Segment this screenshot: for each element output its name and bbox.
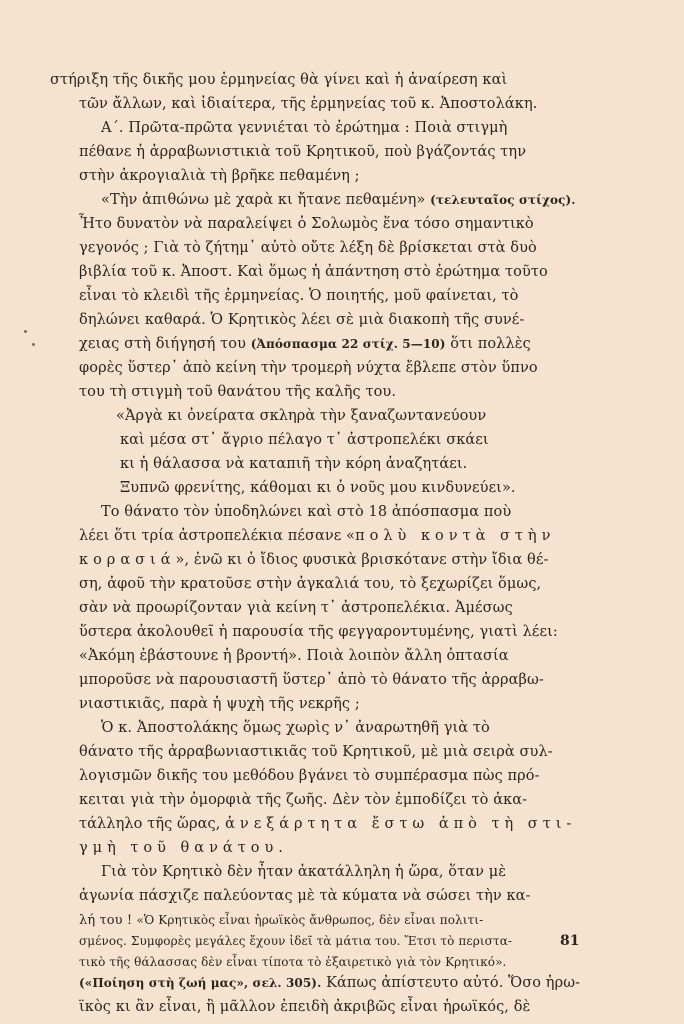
verse-line: καὶ μέσα στ᾽ ἄγριο πέλαγο τ᾽ ἀστροπελέκι σκάει [120, 432, 489, 448]
text-line: Α΄. Πρῶτα-πρῶτα γεννιέται τὸ ἐρώτημα : Ποιὰ στιγμὴ [101, 120, 508, 136]
citation-text: «Ὁ Κρητικὸς εἶναι ἡρωϊκὸς ἄνθρωπος, δὲν εἶναι πολιτι- [136, 913, 484, 927]
emphasis-text: γμὴ τοῦ θανάτου. [79, 840, 288, 856]
text-span: τάλληλο τῆς ὥρας, [79, 816, 221, 832]
text-line: «Ἀκόμη ἐβάστουνε ἡ βροντή». Ποιὰ λοιπὸν ἄλλη ὀπτασία [79, 648, 509, 664]
text-line: νιαστικιᾶς, παρὰ ἡ ψυχὴ τῆς νεκρῆς ; [79, 696, 360, 712]
text-line [79, 814, 576, 834]
text-line [79, 334, 531, 354]
text-line: του τὴ στιγμὴ τοῦ θανάτου τῆς καλῆς του. [79, 384, 397, 400]
text-span: Κάπως ἀπίστευτο αὐτό. Ὅσο ἡρω- [326, 975, 581, 991]
verse-line: κι ἡ θάλασσα νὰ καταπιῆ τὴν κόρη ἀναζητάει. [120, 456, 468, 472]
text-line: εἶναι τὸ κλειδὶ τῆς ἑρμηνείας. Ὁ ποιητής, μοῦ φαίνεται, τὸ [79, 288, 519, 304]
text-line [79, 973, 580, 993]
text-span: », ἐνῶ κι ὁ ἴδιος φυσικὰ βρισκότανε στὴν ἴδια θέ- [175, 552, 549, 568]
text-line: λογισμῶν δικῆς του μεθόδου βγάνει τὸ συμπέρασμα πὼς πρό- [79, 768, 540, 784]
text-line: στήριξη τῆς δικῆς μου ἑρμηνείας θὰ γίνει καὶ ἡ ἀναίρεση καὶ [50, 72, 508, 88]
text-line: ὕστερα ἀκολουθεῖ ἡ παρουσία τῆς φεγγαροντυμένης, γιατὶ λέει: [79, 624, 558, 640]
text-line: πέθανε ἡ ἀρραβωνιστικιὰ τοῦ Κρητικοῦ, ποὺ βγάζοντάς την [79, 144, 527, 160]
inline-note: (τελευταῖος στίχος). [430, 193, 576, 207]
text-line: σὰν νὰ προωρίζονταν γιὰ κείνη τ᾽ ἀστροπελέκια. Ἀμέσως [79, 600, 513, 616]
text-line: Ἦτο δυνατὸν νὰ παραλείψει ὁ Σολωμὸς ἕνα τόσο σημαντικὸ [79, 216, 534, 232]
text-line: Ὁ κ. Ἀποστολάκης ὅμως χωρὶς ν᾽ ἀναρωτηθῆ γιὰ τὸ [101, 720, 490, 736]
text-line [79, 550, 548, 570]
text-span: ὅτι πολλὲς [450, 336, 531, 352]
text-line: φορὲς ὕστερ᾽ ἀπὸ κείνη τὴν τρομερὴ νύχτα ἔβλεπε στὸν ὕπνο [79, 360, 538, 376]
text-line: δηλώνει καθαρά. Ὁ Κρητικὸς λέει σὲ μιὰ διακοπὴ τῆς συνέ- [79, 312, 525, 328]
citation-source: («Ποίηση στὴ ζωή μας», σελ. 305). [79, 976, 322, 990]
emphasis-text: κορασιά [79, 552, 176, 568]
text-line: στὴν ἀκρογιαλιὰ τὴ βρῆκε πεθαμένη ; [79, 168, 360, 184]
page-number: 81 [560, 933, 580, 949]
text-line: ἀγωνία πάσχιζε παλεύοντας μὲ τὰ κύματα νὰ σώσει τὴν κα- [79, 888, 531, 904]
text-line: βιβλία τοῦ κ. Ἀποστ. Καὶ ὅμως ἡ ἀπάντηση στὸ ἐρώτημα τοῦτο [79, 264, 548, 280]
verse-line: «Ἀργὰ κι ὀνείρατα σκληρὰ τὴν ξαναζωντανεύουν [116, 408, 487, 424]
inline-note: (Ἀπόσπασμα 22 στίχ. 5—10) [250, 337, 446, 351]
margin-mark [32, 343, 35, 346]
text-line [101, 190, 576, 210]
text-line: Το θάνατο τὸν ὑποδηλώνει καὶ στὸ 18 ἀπόσπασμα ποὺ [101, 504, 512, 520]
margin-mark [24, 330, 27, 333]
verse-quote: «Τὴν ἀπιθώνω μὲ χαρὰ κι ἤτανε πεθαμένη» [101, 192, 426, 208]
text-line: θάνατο τῆς ἀρραβωνιαστικιᾶς τοῦ Κρητικοῦ, μὲ μιὰ σειρὰ συλ- [79, 744, 553, 760]
text-line: ση, ἀφοῦ τὴν κρατοῦσε στὴν ἀγκαλιά του, τὸ ξεχωρίζει ὅμως, [79, 576, 542, 592]
verse-line: Ξυπνῶ φρενίτης, κάθομαι κι ὁ νοῦς μου κινδυνεύει». [120, 480, 516, 496]
emphasis-text: ἀνεξάρτητα ἔστω ἀπὸ τὴ στι- [225, 816, 577, 832]
emphasis-text: πολὺ κοντὰ στὴν [355, 528, 556, 544]
text-line: ϊκὸς κι ἂν εἶναι, ἢ μᾶλλον ἐπειδὴ ἀκριβῶς εἶναι ἡρωϊκός, δὲ [79, 999, 531, 1015]
text-span: χειας στὴ διήγησή του [79, 336, 247, 352]
text-line [79, 838, 288, 858]
text-span: λή του ! [79, 913, 133, 928]
citation-line: τικὸ τῆς θάλασσας δὲν εἶναι τίποτα τὸ ἐξαιρετικὸ γιὰ τὸν Κρητικό». [79, 955, 507, 969]
text-span: λέει ὅτι τρία ἀστροπελέκια πέσανε « [79, 528, 356, 544]
text-line: γεγονός ; Γιὰ τὸ ζήτημ᾽ αὐτὸ οὔτε λέξη δὲ βρίσκεται στὰ δυὸ [79, 240, 537, 256]
text-line: τῶν ἄλλων, καὶ ἰδιαίτερα, τῆς ἑρμηνείας τοῦ κ. Ἀποστολάκη. [79, 96, 538, 112]
text-line [79, 910, 483, 931]
text-line [79, 526, 555, 546]
text-line: μποροῦσε νὰ παρουσιαστῆ ὕστερ᾽ ἀπὸ τὸ θάνατο τῆς ἀρραβω- [79, 672, 544, 688]
text-line: Γιὰ τὸν Κρητικὸ δὲν ἦταν ἀκατάλληλη ἡ ὥρα, ὅταν μὲ [101, 864, 507, 880]
text-line: κειται γιὰ τὴν ὀμορφιὰ τῆς ζωῆς. Δὲν τὸν ἐμποδίζει τὸ ἀκα- [79, 792, 528, 808]
citation-line: σμένος. Συμφορὲς μεγάλες ἔχουν ἰδεῖ τὰ μάτια του. Ἔτσι τὸ περιστα- [79, 934, 513, 948]
